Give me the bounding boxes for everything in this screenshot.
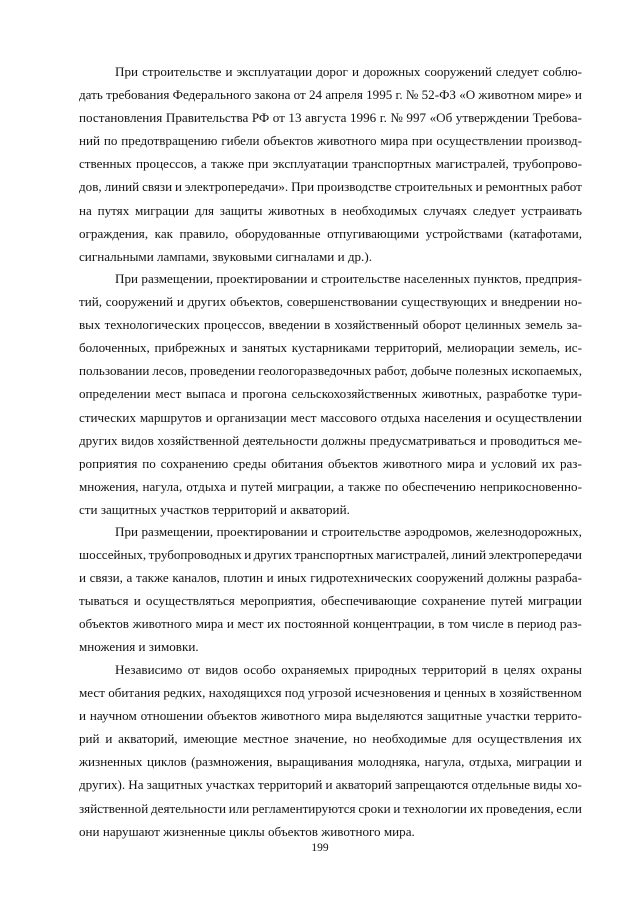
text-line: определении мест выпаса и прогона сельскохозяйственных животных, разработке тури- — [79, 386, 582, 402]
page-number: 199 — [311, 842, 329, 854]
text-line: других). На защитных участках территорий и акваторий запрещаются отдельные виды хо- — [79, 777, 582, 793]
paragraph-transport-infrastructure — [79, 520, 582, 659]
text-line: болоченных, прибрежных и занятых кустарниками территорий, мелиорации земель, ис- — [79, 340, 582, 356]
text-line: Независимо от видов особо охраняемых природных территорий в целях охраны — [115, 662, 582, 677]
text-line: шоссейных, трубопроводных и других транспортных магистралей, линий электропередачи — [79, 547, 582, 563]
text-line: множения и зимовки. — [79, 639, 199, 655]
text-line: сти защитных участков территорий и акваторий. — [79, 501, 350, 517]
text-line: тий, сооружений и других объектов, совершенствовании существующих и внедрении но- — [79, 294, 582, 310]
paragraph-protected-areas — [79, 658, 582, 843]
text-line: При размещении, проектировании и строительстве населенных пунктов, предприя- — [115, 271, 582, 286]
text-line: ний по предотвращению гибели объектов животного мира при осуществлении производ- — [79, 133, 582, 149]
text-line: стических маршрутов и организации мест массового отдыха населения и осуществлении — [79, 409, 582, 425]
text-line: других видов хозяйственной деятельности должны предусматриваться и проводиться ме- — [79, 432, 582, 448]
text-line: При строительстве и эксплуатации дорог и дорожных сооружений следует соблю- — [115, 64, 582, 79]
text-line: объектов животного мира и мест их постоянной концентрации, в том числе в период раз- — [79, 616, 582, 632]
paragraph-road-construction — [79, 60, 582, 268]
text-line: мест обитания редких, находящихся под угрозой исчезновения и ценных в хозяйственном — [79, 685, 582, 701]
text-line: ственных процессов, а также при эксплуатации транспортных магистралей, трубопрово- — [79, 156, 582, 172]
text-line: жизненных циклов (размножения, выращивания молодняка, нагула, отдыха, миграции и — [79, 754, 582, 770]
text-line: они нарушают жизненные циклы объектов животного мира. — [79, 823, 415, 839]
text-line: тываться и осуществляться мероприятия, обеспечивающие сохранение путей миграции — [79, 593, 582, 609]
text-line: множения, нагула, отдыха и путей миграции, а также по обеспечению неприкосновенно- — [79, 478, 582, 494]
text-line: сигнальными лампами, звуковыми сигналами и др.). — [79, 248, 372, 264]
text-line: и научном отношении объектов животного мира выделяются защитные участки террито- — [79, 708, 582, 724]
text-line: постановления Правительства РФ от 13 августа 1996 г. № 997 «Об утверждении Требова- — [79, 110, 582, 126]
text-line: ограждения, как правило, оборудованные отпугивающими устройствами (катафотами, — [79, 225, 582, 241]
text-line: и связи, а также каналов, плотин и иных гидротехнических сооружений должны разраба- — [79, 570, 582, 586]
text-line: на путях миграции для защиты животных в необходимых случаях следует устраивать — [79, 202, 582, 218]
text-line: дать требования Федерального закона от 24 апреля 1995 г. № 52-ФЗ «О животном мире» и — [79, 87, 582, 103]
text-line: вых технологических процессов, введении в хозяйственный оборот целинных земель за- — [79, 317, 582, 333]
text-line: пользовании лесов, проведении геологоразведочных работ, добыче полезных ископаемых, — [79, 363, 582, 379]
paragraph-settlements-placement — [79, 267, 582, 521]
text-line: рий и акваторий, имеющие местное значение, но необходимые для осуществления их — [79, 731, 582, 747]
text-line: зяйственной деятельности или регламентируются сроки и технологии их проведения, если — [79, 800, 582, 816]
text-line: При размещении, проектировании и строительстве аэродромов, железнодорожных, — [115, 524, 582, 539]
text-line: дов, линий связи и электропередачи». При производстве строительных и ремонтных работ — [79, 179, 582, 195]
text-line: роприятия по сохранению среды обитания объектов животного мира и условий их раз- — [79, 455, 582, 471]
